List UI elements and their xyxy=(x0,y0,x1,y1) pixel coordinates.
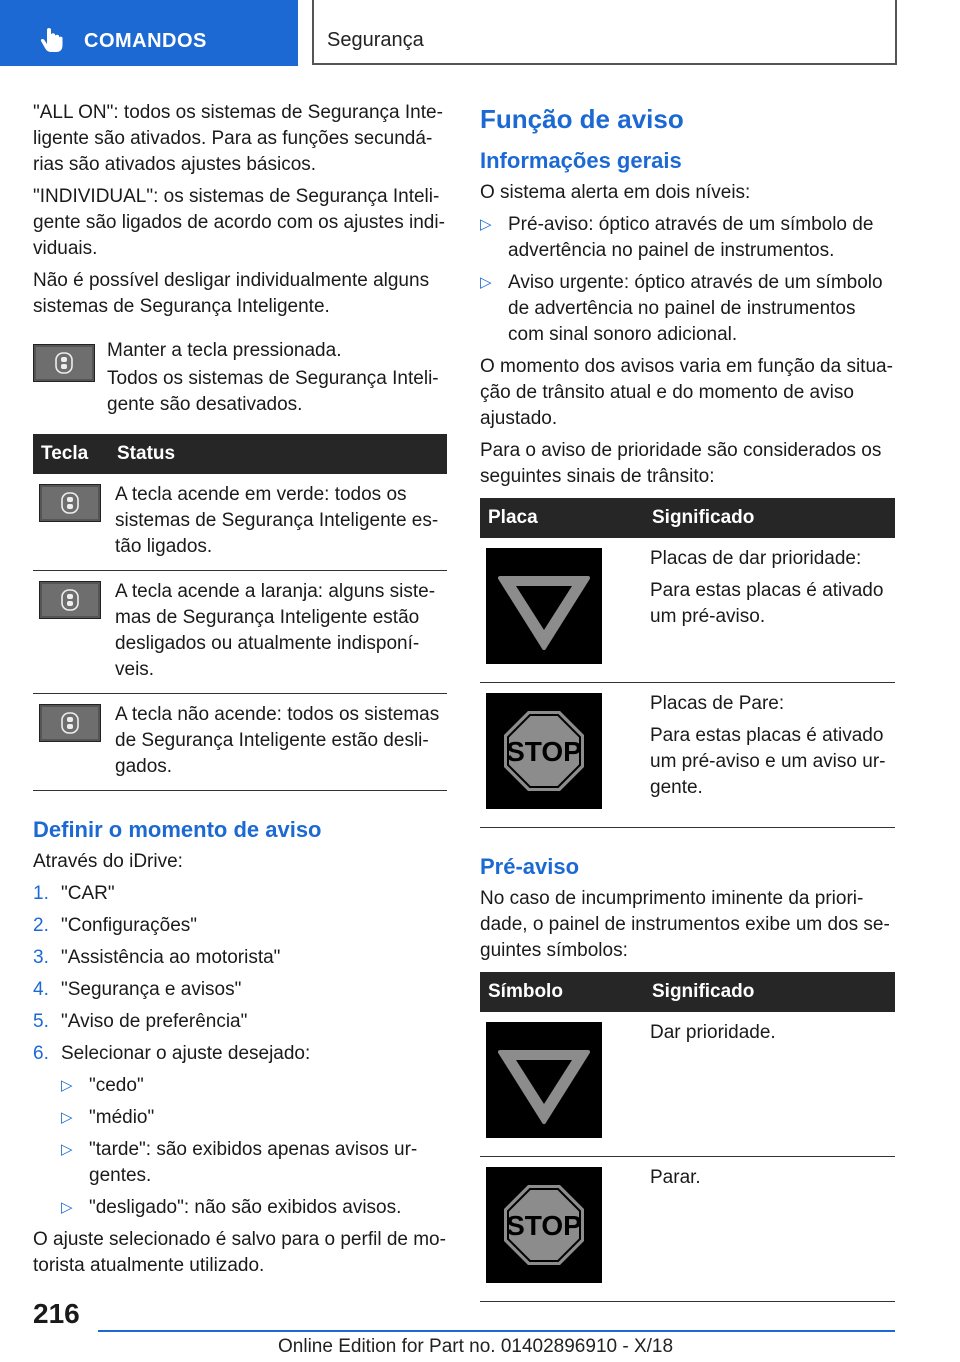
sign-desc: Para estas placas é ativado um pré-aviso e um aviso urgente. xyxy=(650,725,886,798)
table-row xyxy=(480,538,895,683)
edition-text: Online Edition for Part no. 01402896910 - X/18 xyxy=(278,1336,674,1357)
individual-paragraph: "INDIVIDUAL": os sistemas de Segurança Inteligente são ligados de acordo com os ajustes individuais. xyxy=(33,186,445,259)
key-instruction xyxy=(33,338,447,418)
list-item: 2. "Configurações" xyxy=(33,915,198,936)
table-row xyxy=(33,694,447,791)
safety-button-icon xyxy=(39,484,101,522)
sign-title: Placas de Pare: xyxy=(650,693,785,714)
bullet-triangle-icon: ▷ xyxy=(61,1199,73,1216)
cannot-disable-paragraph: Não é possível desligar individualmente alguns sistemas de Segurança Inteligente. xyxy=(33,270,430,317)
section-label: Segurança xyxy=(327,29,424,51)
moment-text: O momento dos avisos varia em função da situação de trânsito atual e do momento de aviso ajustado. xyxy=(480,356,893,429)
list-item: ▷ Pré-aviso: óptico através de um símbolo de advertência no painel de instrumentos. xyxy=(480,214,874,261)
section-tab[interactable] xyxy=(312,0,897,65)
levels-list xyxy=(480,212,895,348)
sign-desc: Para estas placas é ativado um pré-aviso. xyxy=(650,580,884,627)
left-column xyxy=(33,100,447,1285)
stop-sign-icon xyxy=(486,693,602,809)
function-heading: Função de aviso xyxy=(480,104,684,134)
bullet-triangle-icon: ▷ xyxy=(480,274,492,291)
pre-warning-text: No caso de incumprimento iminente da prioridade, o painel de instrumentos exibe um dos seguintes símbolos: xyxy=(480,888,890,961)
status-text: A tecla acende a laranja: alguns sistemas de Segurança Inteligente estão desligados ou atualmente indisponíveis. xyxy=(109,571,447,694)
table-header-sign: Placa xyxy=(480,498,644,538)
footer-rule xyxy=(98,1330,895,1332)
stop-sign-text: STOP xyxy=(506,736,582,767)
chapter-label: COMANDOS xyxy=(84,30,207,52)
list-item: ▷ "cedo" xyxy=(61,1073,447,1099)
key-hold-text: Manter a tecla pressionada. xyxy=(107,340,342,361)
list-item: 5. "Aviso de preferência" xyxy=(33,1011,248,1032)
table-row xyxy=(480,683,895,828)
safety-button-icon xyxy=(39,704,101,742)
list-item: 3. "Assistência ao motorista" xyxy=(33,947,281,968)
list-item: 4. "Segurança e avisos" xyxy=(33,979,242,1000)
right-column xyxy=(480,100,895,1302)
symbols-table xyxy=(480,972,895,1302)
yield-sign-icon xyxy=(486,1022,602,1138)
bullet-triangle-icon: ▷ xyxy=(480,216,492,233)
symbol-meaning: Dar prioridade. xyxy=(644,1012,895,1157)
hand-pointer-icon xyxy=(38,26,66,54)
status-text: A tecla não acende: todos os sistemas de Segurança Inteligente estão desligados. xyxy=(109,694,447,791)
list-item: 6. Selecionar o ajuste desejado: ▷ "cedo" ▷ "médio" ▷ "tarde": são exibidos apenas avisos urgentes. ▷ "desligado": não são exibidos avisos. xyxy=(33,1041,447,1221)
safety-button-icon xyxy=(33,344,95,382)
yield-sign-icon xyxy=(486,548,602,664)
sign-title: Placas de dar prioridade: xyxy=(650,548,862,569)
list-item: ▷ Aviso urgente: óptico através de um símbolo de advertência no painel de instrumentos com sinal sonoro adicional. xyxy=(480,272,883,345)
table-row xyxy=(33,571,447,694)
table-header-meaning: Significado xyxy=(644,498,895,538)
table-row xyxy=(480,1157,895,1302)
all-on-paragraph: "ALL ON": todos os sistemas de Segurança Inteligente são ativados. Para as funções secundárias são ativados ajustes básicos. xyxy=(33,102,443,175)
page-number: 216 xyxy=(33,1298,80,1329)
table-header-meaning: Significado xyxy=(644,972,895,1012)
define-heading: Definir o momento de aviso xyxy=(33,817,322,842)
safety-button-icon xyxy=(39,581,101,619)
bullet-triangle-icon: ▷ xyxy=(61,1077,73,1094)
bullet-triangle-icon: ▷ xyxy=(61,1109,73,1126)
table-row xyxy=(480,1012,895,1157)
stop-sign-icon xyxy=(486,1167,602,1283)
signs-table xyxy=(480,498,895,828)
list-item: ▷ "desligado": não são exibidos avisos. xyxy=(61,1195,447,1221)
table-header-status: Status xyxy=(109,434,447,474)
symbol-meaning: Parar. xyxy=(644,1157,895,1302)
list-item: ▷ "tarde": são exibidos apenas avisos urgentes. xyxy=(61,1139,418,1186)
key-status-table xyxy=(33,434,447,791)
table-header-key: Tecla xyxy=(33,434,109,474)
saved-profile-text: O ajuste selecionado é salvo para o perfil de motorista atualmente utilizado. xyxy=(33,1229,446,1276)
options-list xyxy=(61,1073,447,1221)
general-info-heading: Informações gerais xyxy=(480,148,682,173)
bullet-triangle-icon: ▷ xyxy=(61,1141,73,1158)
idrive-steps xyxy=(33,881,447,1221)
status-text: A tecla acende em verde: todos os sistemas de Segurança Inteligente estão ligados. xyxy=(109,474,447,571)
key-result-text: Todos os sistemas de Segurança Inteligente são desativados. xyxy=(107,368,439,415)
page-header xyxy=(0,0,960,66)
table-row xyxy=(33,474,447,571)
chapter-tab[interactable] xyxy=(0,0,298,66)
priority-text: Para o aviso de prioridade são considerados os seguintes sinais de trânsito: xyxy=(480,440,882,487)
levels-text: O sistema alerta em dois níveis: xyxy=(480,182,751,203)
list-item: ▷ "médio" xyxy=(61,1105,447,1131)
table-header-symbol: Símbolo xyxy=(480,972,644,1012)
list-item: 1. "CAR" xyxy=(33,883,115,904)
pre-warning-heading: Pré-aviso xyxy=(480,854,580,879)
stop-sign-text: STOP xyxy=(506,1210,582,1241)
via-idrive-text: Através do iDrive: xyxy=(33,851,183,872)
